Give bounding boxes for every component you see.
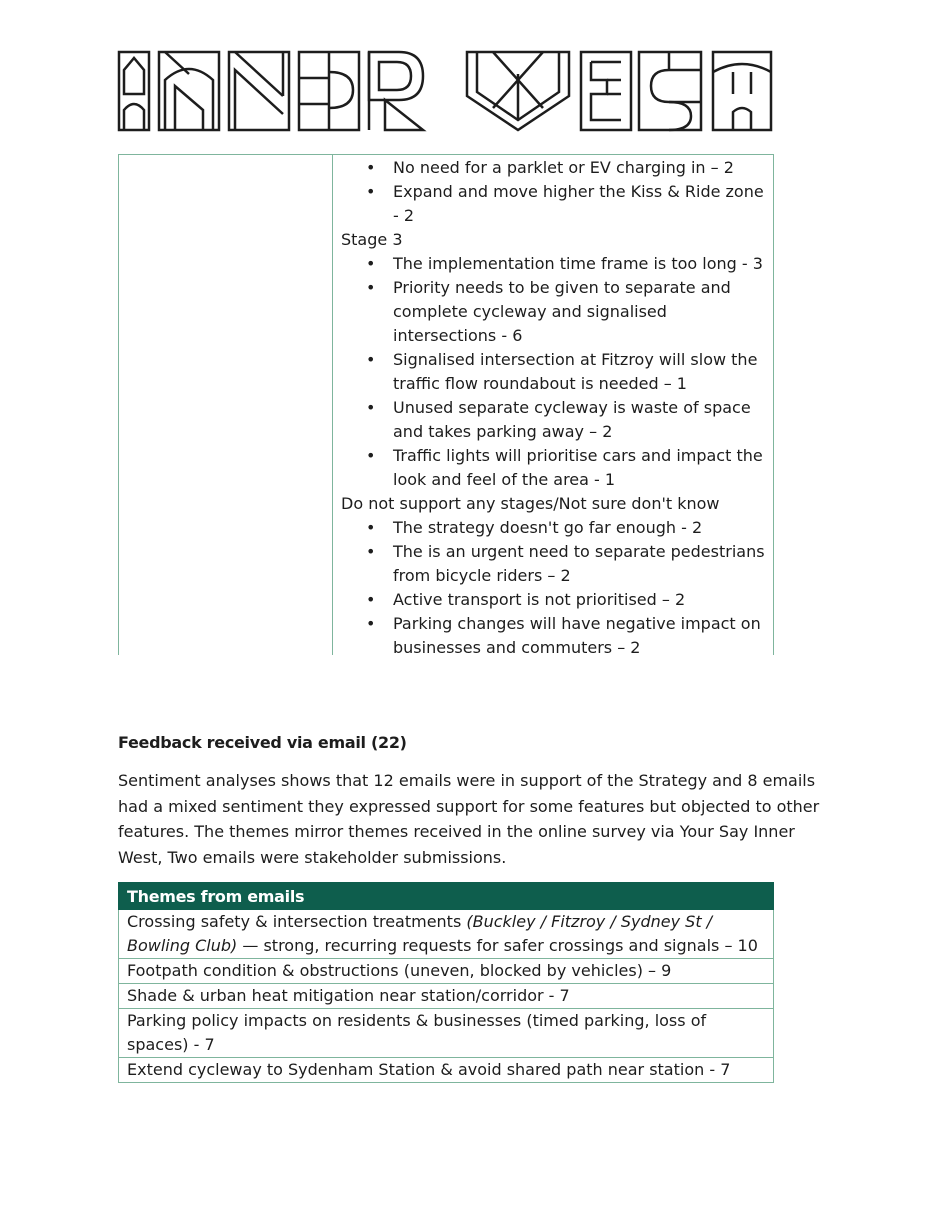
list-item: • Signalised intersection at Fitzroy will slow the traffic flow roundabout is needed – 1	[341, 348, 769, 396]
list-item: • Priority needs to be given to separate and complete cycleway and signalised intersections - 6	[341, 276, 769, 348]
no-support-list	[341, 516, 769, 660]
logo-letter-w	[467, 52, 569, 130]
list-item: • The implementation time frame is too long - 3	[341, 252, 769, 276]
cell-text: Crossing safety & intersection treatments	[127, 912, 467, 931]
logo-letter-t	[713, 52, 771, 130]
list-item: • The strategy doesn't go far enough - 2	[341, 516, 769, 540]
table-row	[119, 910, 774, 959]
table-row	[119, 1009, 774, 1058]
section-heading: Feedback received via email (22)	[118, 733, 407, 752]
table-header-row	[119, 883, 774, 910]
inner-west-logo	[117, 50, 773, 132]
cell-italic-text: (Buckley / Fitzroy / Sydney St / Bowling Club)	[127, 912, 713, 955]
table-cell	[119, 910, 774, 959]
stage3-list	[341, 252, 769, 492]
table-row	[119, 984, 774, 1009]
list-item: • Active transport is not prioritised – 2	[341, 588, 769, 612]
table-cell: Parking policy impacts on residents & businesses (timed parking, loss of spaces) - 7	[119, 1009, 774, 1058]
list-item: • The is an urgent need to separate pedestrians from bicycle riders – 2	[341, 540, 769, 588]
logo-letter-r	[369, 52, 423, 130]
list-item: • Traffic lights will prioritise cars and impact the look and feel of the area - 1	[341, 444, 769, 492]
table-row	[119, 959, 774, 984]
logo-letter-e2	[581, 52, 631, 130]
logo-letter-n	[159, 52, 219, 130]
table-cell: Extend cycleway to Sydenham Station & avoid shared path near station - 7	[119, 1058, 774, 1083]
table-header: Themes from emails	[119, 883, 774, 910]
sentiment-paragraph: Sentiment analyses shows that 12 emails were in support of the Strategy and 8 emails had a mixed sentiment they expressed support for some features but objected to other features. The themes mirror themes received in the online survey via Your Say Inner West, Two emails were stakeholder submissions.	[118, 771, 820, 867]
logo-letter-i	[119, 52, 149, 130]
feedback-table-continued	[118, 154, 774, 655]
table-cell: Footpath condition & obstructions (uneven, blocked by vehicles) – 9	[119, 959, 774, 984]
stage3-title: Stage 3	[341, 230, 403, 249]
table-row	[119, 1058, 774, 1083]
list-item: • Expand and move higher the Kiss & Ride zone - 2	[341, 180, 769, 228]
list-item: • No need for a parklet or EV charging in – 2	[341, 156, 769, 180]
table-right-cell	[341, 156, 769, 660]
table-cell: Shade & urban heat mitigation near station/corridor - 7	[119, 984, 774, 1009]
logo-letter-n2	[229, 52, 289, 130]
logo-letter-s	[639, 52, 701, 130]
stage2-list	[341, 156, 769, 228]
no-support-title: Do not support any stages/Not sure don't know	[341, 494, 720, 513]
table-left-cell	[119, 155, 333, 655]
list-item: • Unused separate cycleway is waste of space and takes parking away – 2	[341, 396, 769, 444]
list-item: • Parking changes will have negative impact on businesses and commuters – 2	[341, 612, 769, 660]
cell-text: — strong, recurring requests for safer crossings and signals – 10	[237, 936, 758, 955]
logo-letter-e	[299, 52, 359, 130]
themes-table	[118, 882, 774, 1083]
